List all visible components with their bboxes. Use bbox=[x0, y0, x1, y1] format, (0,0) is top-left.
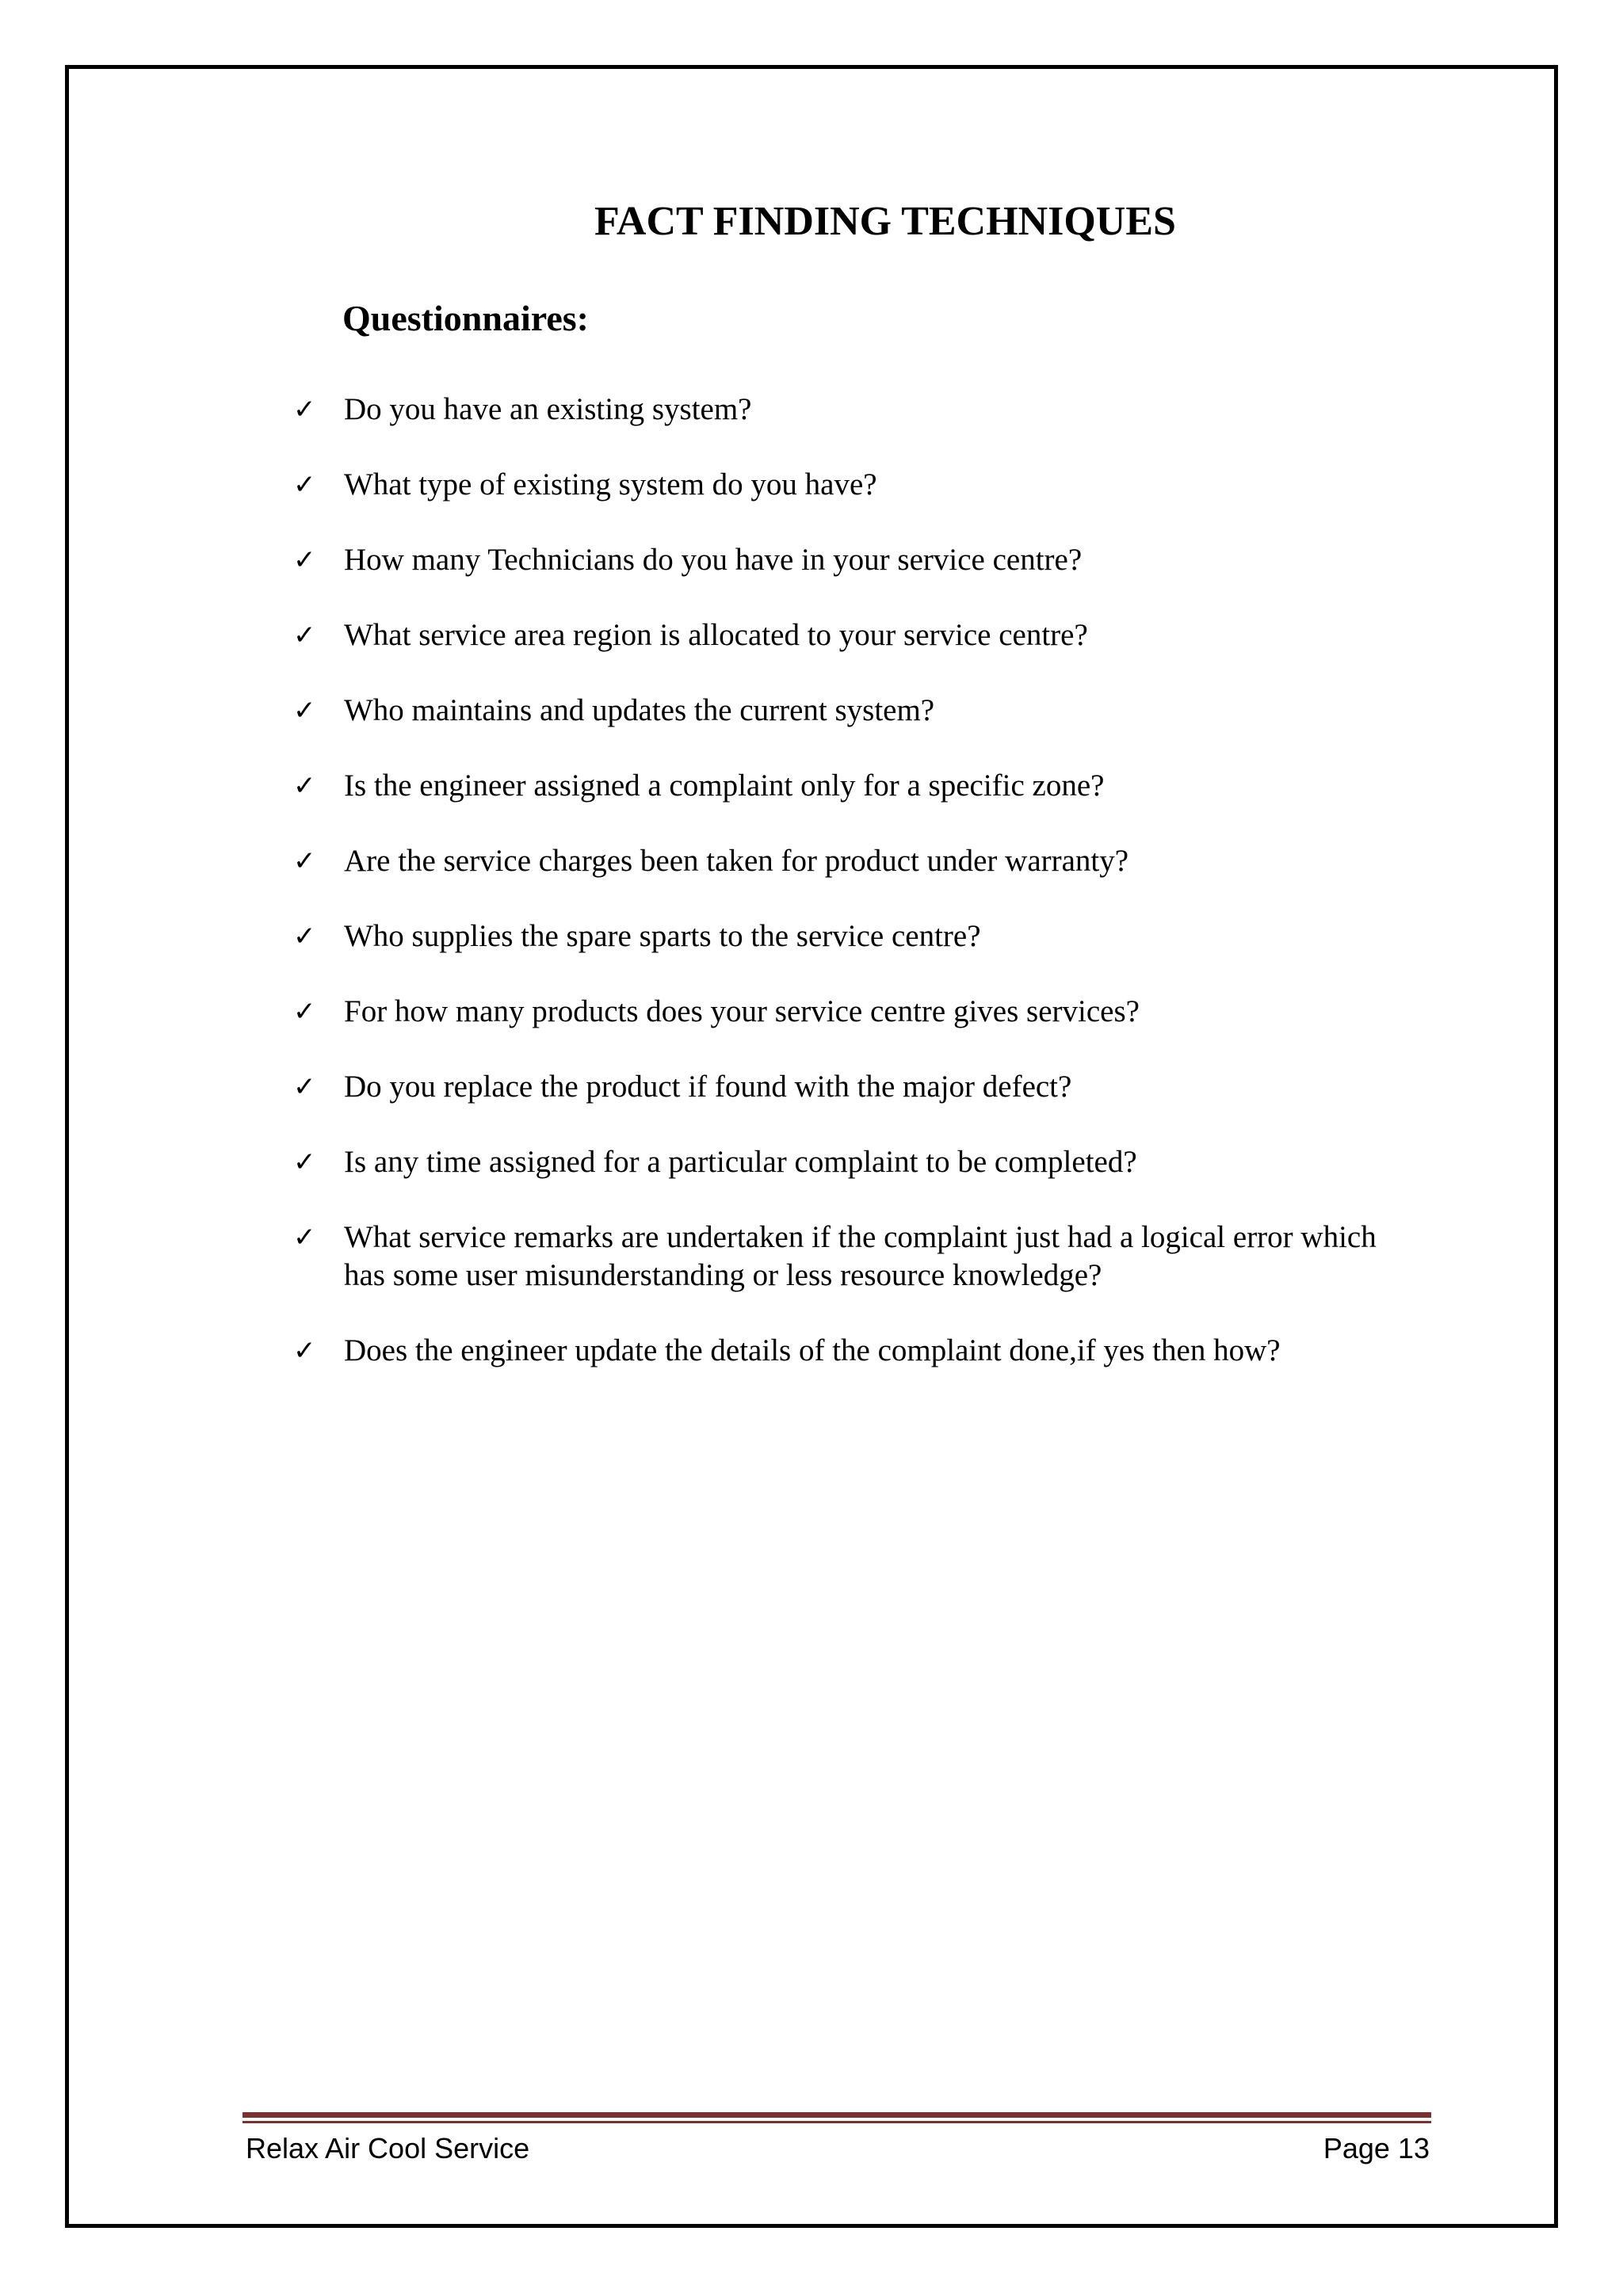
question-text: Is the engineer assigned a complaint only for a specific zone? bbox=[344, 769, 1105, 803]
check-icon: ✓ bbox=[293, 845, 316, 877]
question-text: Do you have an existing system? bbox=[344, 392, 752, 426]
check-icon: ✓ bbox=[293, 770, 316, 802]
footer-page-number: Page 13 bbox=[1323, 2132, 1430, 2164]
question-text: Are the service charges been taken for product under warranty? bbox=[344, 844, 1129, 878]
check-icon: ✓ bbox=[293, 1335, 316, 1367]
section-heading: Questionnaires: bbox=[342, 298, 589, 338]
question-text: What service area region is allocated to your service centre? bbox=[344, 618, 1088, 652]
question-text: For how many products does your service centre gives services? bbox=[344, 994, 1140, 1028]
check-icon: ✓ bbox=[293, 695, 316, 727]
footer-rule bbox=[242, 2112, 1431, 2118]
check-icon: ✓ bbox=[293, 1146, 316, 1178]
check-icon: ✓ bbox=[293, 921, 316, 952]
check-icon: ✓ bbox=[293, 394, 316, 425]
question-text: What service remarks are undertaken if the complaint just had a logical error which has some user misunderstanding or less resource knowledge? bbox=[344, 1220, 1377, 1292]
question-text: Do you replace the product if found with the major defect? bbox=[344, 1070, 1072, 1104]
check-icon: ✓ bbox=[293, 620, 316, 651]
question-text: Is any time assigned for a particular complaint to be completed? bbox=[344, 1145, 1137, 1179]
question-text: Who supplies the spare sparts to the service centre? bbox=[344, 919, 981, 953]
check-icon: ✓ bbox=[293, 469, 316, 501]
footer-company-name: Relax Air Cool Service bbox=[246, 2132, 530, 2164]
check-icon: ✓ bbox=[293, 1071, 316, 1103]
question-text: What type of existing system do you have? bbox=[344, 467, 877, 502]
footer-rule-thin bbox=[242, 2121, 1431, 2123]
question-text: How many Technicians do you have in your service centre? bbox=[344, 543, 1083, 577]
question-text: Does the engineer update the details of the complaint done,if yes then how? bbox=[344, 1333, 1281, 1367]
page-title: FACT FINDING TECHNIQUES bbox=[594, 199, 1176, 244]
check-icon: ✓ bbox=[293, 996, 316, 1028]
check-icon: ✓ bbox=[293, 544, 316, 576]
check-icon: ✓ bbox=[293, 1222, 316, 1253]
question-text: Who maintains and updates the current system? bbox=[344, 693, 935, 727]
